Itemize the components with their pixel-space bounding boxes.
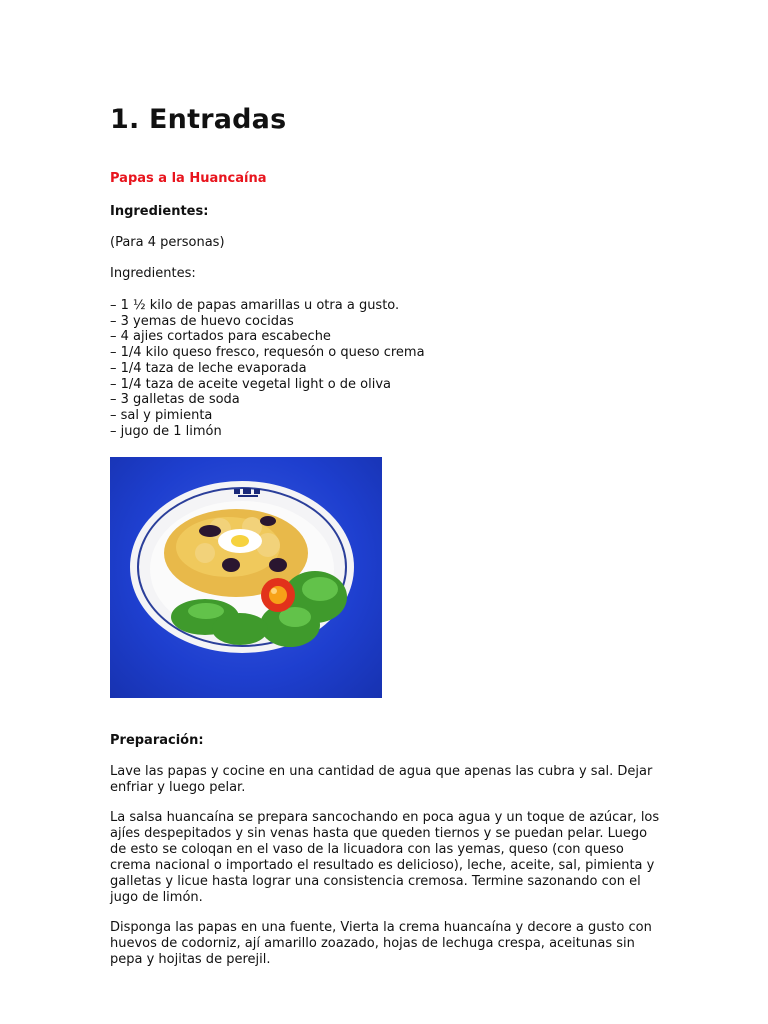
- servings-text: (Para 4 personas): [110, 235, 225, 250]
- ingredients-label: Ingredientes:: [110, 266, 196, 281]
- ingredient-item: – jugo de 1 limón: [110, 423, 222, 439]
- ingredient-item: – 1 ½ kilo de papas amarillas u otra a gusto.: [110, 298, 400, 313]
- section-title: 1. Entradas: [110, 104, 287, 135]
- ingredient-item: – 4 ajies cortados para escabeche: [110, 329, 331, 345]
- ingredient-item: – 1/4 taza de leche evaporada: [110, 360, 307, 376]
- dish-photo: [110, 457, 382, 698]
- ingredients-heading: Ingredientes:: [110, 204, 209, 219]
- dish-illustration: [110, 457, 382, 698]
- ingredient-item: – sal y pimienta: [110, 407, 213, 423]
- ingredient-list: [110, 298, 425, 439]
- ingredient-item: – 3 galletas de soda: [110, 392, 240, 408]
- preparation-heading: Preparación:: [110, 733, 204, 748]
- recipe-title: Papas a la Huancaína: [110, 171, 267, 186]
- preparation-step: Disponga las papas en una fuente, Vierta la crema huancaína y decore a gusto con huevos de codorniz, ají amarillo zoazado, hojas de lechuga crespa, aceitunas sin pepa y hojitas de perejil.: [110, 920, 652, 967]
- ingredient-item: – 1/4 taza de aceite vegetal light o de oliva: [110, 376, 392, 392]
- ingredient-item: – 3 yemas de huevo cocidas: [110, 313, 294, 329]
- preparation-step: Lave las papas y cocine en una cantidad de agua que apenas las cubra y sal. Dejar enfriar y luego pelar.: [110, 764, 653, 795]
- ingredient-item: – 1/4 kilo queso fresco, requesón o queso crema: [110, 345, 425, 361]
- preparation-step: La salsa huancaína se prepara sancochando en poca agua y un toque de azúcar, los ajíes despepitados y sin venas hasta que queden tiernos y se puedan pelar. Luego de esto se coloqan en el vaso de la licuadora con las yemas, queso (con queso crema nacional o importado el resultado es delicioso), leche, aceite, sal, pimienta y galletas y licue hasta lograr una consistencia cremosa. Termine sazonando con el jugo de limón.: [110, 810, 660, 905]
